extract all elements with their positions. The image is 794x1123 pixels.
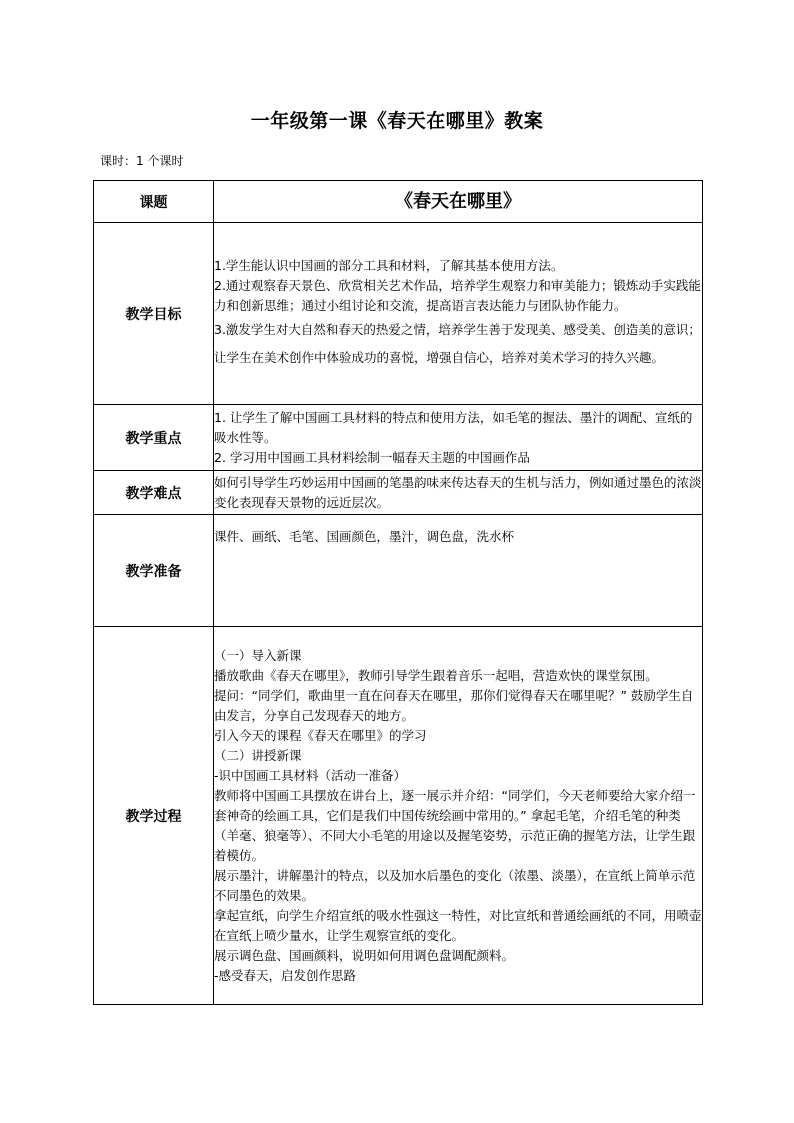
difficulties-cell xyxy=(214,471,703,515)
process-line: 引入今天的课程《春天在哪里》的学习 xyxy=(214,727,427,743)
preparation-row xyxy=(94,515,703,627)
process-line: -识中国画工具材料（活动一准备） xyxy=(214,767,407,783)
objective-item: 1.学生能认识中国画的部分工具和材料，了解其基本使用方法。 xyxy=(214,257,564,273)
preparation-cell xyxy=(214,515,703,627)
preparation-label: 教学准备 xyxy=(94,515,214,627)
process-line: -感受春天，启发创作思路 xyxy=(214,967,357,983)
topic-cell xyxy=(214,181,703,223)
difficulties-label: 教学难点 xyxy=(94,471,214,515)
process-line: 拿起宣纸，向学生介绍宣纸的吸水性强这一特性，对比宣纸和普通绘画纸的不同，用喷壶在宣纸上喷少量水，让学生观察宣纸的变化。 xyxy=(214,907,702,943)
difficulties-text: 如何引导学生巧妙运用中国画的笔墨韵味来传达春天的生机与活力，例如通过墨色的浓淡变化表现春天景物的远近层次。 xyxy=(214,474,702,510)
key-points-row xyxy=(94,405,703,471)
objectives-row xyxy=(94,223,703,405)
objectives-label: 教学目标 xyxy=(94,223,214,405)
topic-value: 《春天在哪里》 xyxy=(395,190,521,212)
objectives-cell xyxy=(214,223,703,405)
document-title: 一年级第一课《春天在哪里》教案 xyxy=(250,110,544,132)
process-line: （一）导入新课 xyxy=(214,647,302,663)
process-label: 教学过程 xyxy=(94,627,214,1005)
key-point-item: 2. 学习用中国画工具材料绘制一幅春天主题的中国画作品 xyxy=(214,449,530,465)
key-points-cell xyxy=(214,405,703,471)
lesson-plan-table xyxy=(93,180,703,1005)
difficulties-row xyxy=(94,471,703,515)
preparation-text: 课件、画纸、毛笔、国画颜色，墨汁，调色盘，洗水杯 xyxy=(214,529,515,544)
topic-label: 课题 xyxy=(94,181,214,223)
process-line: 提问：“同学们，歌曲里一直在问春天在哪里，那你们觉得春天在哪里呢？” 鼓励学生自由发言，分享自己发现春天的地方。 xyxy=(214,687,694,723)
class-hours: 课时：1 个课时 xyxy=(100,154,184,168)
process-line: 展示调色盘、国画颜料，说明如何用调色盘调配颜料。 xyxy=(214,947,515,963)
process-line: 教师将中国画工具摆放在讲台上，逐一展示并介绍：“同学们，今天老师要给大家介绍一套神奇的绘画工具，它们是我们中国传统绘画中常用的。” 拿起毛笔，介绍毛笔的种类（羊毫、狼毫等）、不同大小毛笔的用途以及握笔姿势，示范正确的握笔方法，让学生跟着模仿。 xyxy=(214,787,696,863)
process-row xyxy=(94,627,703,1005)
objective-item: 3.激发学生对大自然和春天的热爱之情，培养学生善于发现美、感受美、创造美的意识；让学生在美术创作中体验成功的喜悦，增强自信心，培养对美术学习的持久兴趣。 xyxy=(214,321,701,365)
objective-item: 2.通过观察春天景色、欣赏相关艺术作品，培养学生观察力和审美能力；锻炼动手实践能力和创新思维；通过小组讨论和交流，提高语言表达能力与团队协作能力。 xyxy=(214,277,701,313)
process-cell xyxy=(214,627,703,1005)
process-line: 展示墨汁，讲解墨汁的特点，以及加水后墨色的变化（浓墨、淡墨），在宣纸上简单示范不同墨色的效果。 xyxy=(214,867,696,903)
process-line: （二）讲授新课 xyxy=(214,747,302,763)
key-point-item: 1. 让学生了解中国画工具材料的特点和使用方法，如毛笔的握法、墨汁的调配、宣纸的吸水性等。 xyxy=(214,409,693,445)
topic-row xyxy=(94,181,703,223)
key-points-label: 教学重点 xyxy=(94,405,214,471)
process-line: 播放歌曲《春天在哪里》，教师引导学生跟着音乐一起唱，营造欢快的课堂氛围。 xyxy=(214,667,658,683)
